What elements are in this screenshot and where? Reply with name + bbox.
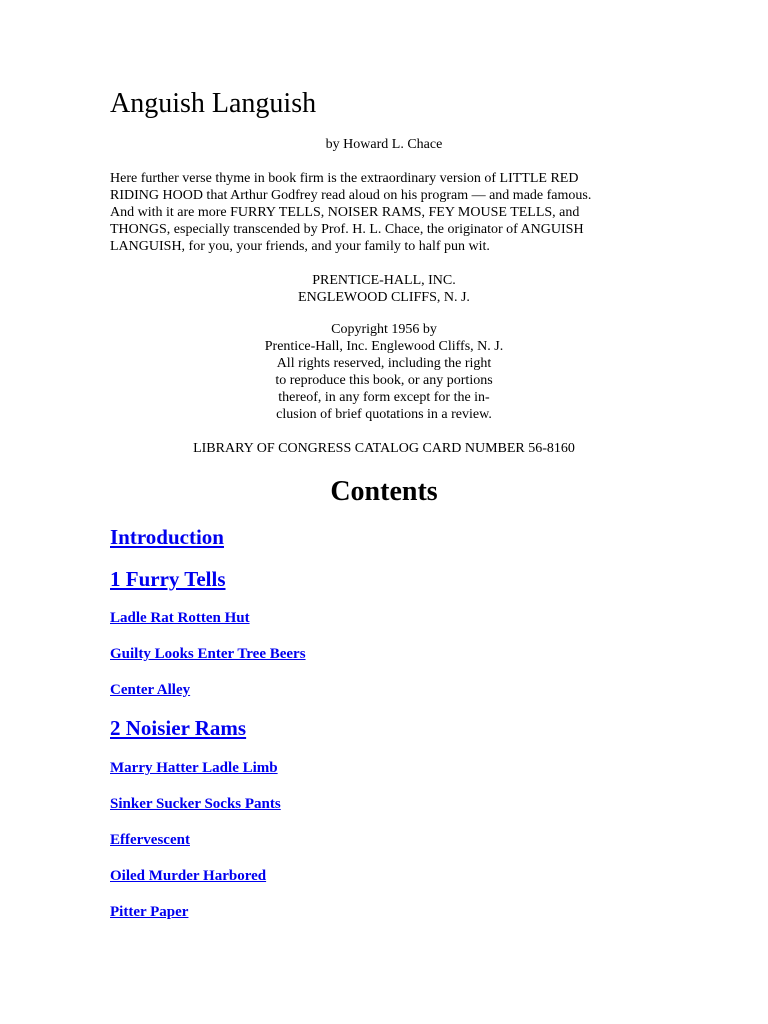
copyright-line: to reproduce this book, or any portions (275, 373, 493, 388)
loc-text: LIBRARY OF CONGRESS CATALOG CARD NUMBER 56-8160 (193, 441, 575, 456)
toc-link-guilty-looks-enter-tree-beers[interactable]: Guilty Looks Enter Tree Beers (110, 646, 306, 662)
toc-link-introduction[interactable]: Introduction (110, 525, 224, 549)
contents-heading: Contents (330, 476, 438, 507)
intro-line: THONGS, especially transcended by Prof. H. L. Chace, the originator of ANGUISH (110, 222, 584, 237)
toc-link-furry-tells[interactable]: 1 Furry Tells (110, 567, 226, 591)
toc-link-pitter-paper[interactable]: Pitter Paper (110, 904, 189, 920)
copyright-line: Copyright 1956 by (331, 322, 437, 337)
toc-link-center-alley[interactable]: Center Alley (110, 682, 191, 698)
toc-link-noisier-rams[interactable]: 2 Noisier Rams (110, 716, 247, 740)
library-of-congress-line (110, 440, 658, 457)
intro-line: Here further verse thyme in book firm is the extraordinary version of LITTLE RED (110, 171, 579, 186)
toc-link-effervescent[interactable]: Effervescent (110, 832, 190, 848)
document-title: Anguish Languish (110, 88, 317, 119)
toc-link-ladle-rat-rotten-hut[interactable]: Ladle Rat Rotten Hut (110, 610, 250, 626)
copyright-line: All rights reserved, including the right (276, 356, 492, 371)
byline: by Howard L. Chace (325, 137, 443, 152)
publisher-line: PRENTICE-HALL, INC. (312, 273, 456, 288)
copyright-line: Prentice-Hall, Inc. Englewood Cliffs, N. J. (264, 339, 504, 354)
copyright-line: thereof, in any form except for the in- (278, 390, 490, 405)
intro-line: And with it are more FURRY TELLS, NOISER RAMS, FEY MOUSE TELLS, and (110, 205, 580, 220)
toc-link-oiled-murder-harbored[interactable]: Oiled Murder Harbored (110, 868, 267, 884)
publisher-line: ENGLEWOOD CLIFFS, N. J. (298, 290, 470, 305)
intro-paragraph (110, 170, 658, 255)
copyright-block (110, 321, 658, 423)
intro-line: LANGUISH, for you, your friends, and your family to half pun wit. (110, 239, 490, 254)
toc-link-sinker-sucker-socks-pants[interactable]: Sinker Sucker Socks Pants (110, 796, 281, 812)
toc-link-marry-hatter-ladle-limb[interactable]: Marry Hatter Ladle Limb (110, 760, 278, 776)
publisher-block (110, 272, 658, 306)
copyright-line: clusion of brief quotations in a review. (276, 407, 492, 422)
intro-line: RIDING HOOD that Arthur Godfrey read aloud on his program — and made famous. (110, 188, 592, 203)
